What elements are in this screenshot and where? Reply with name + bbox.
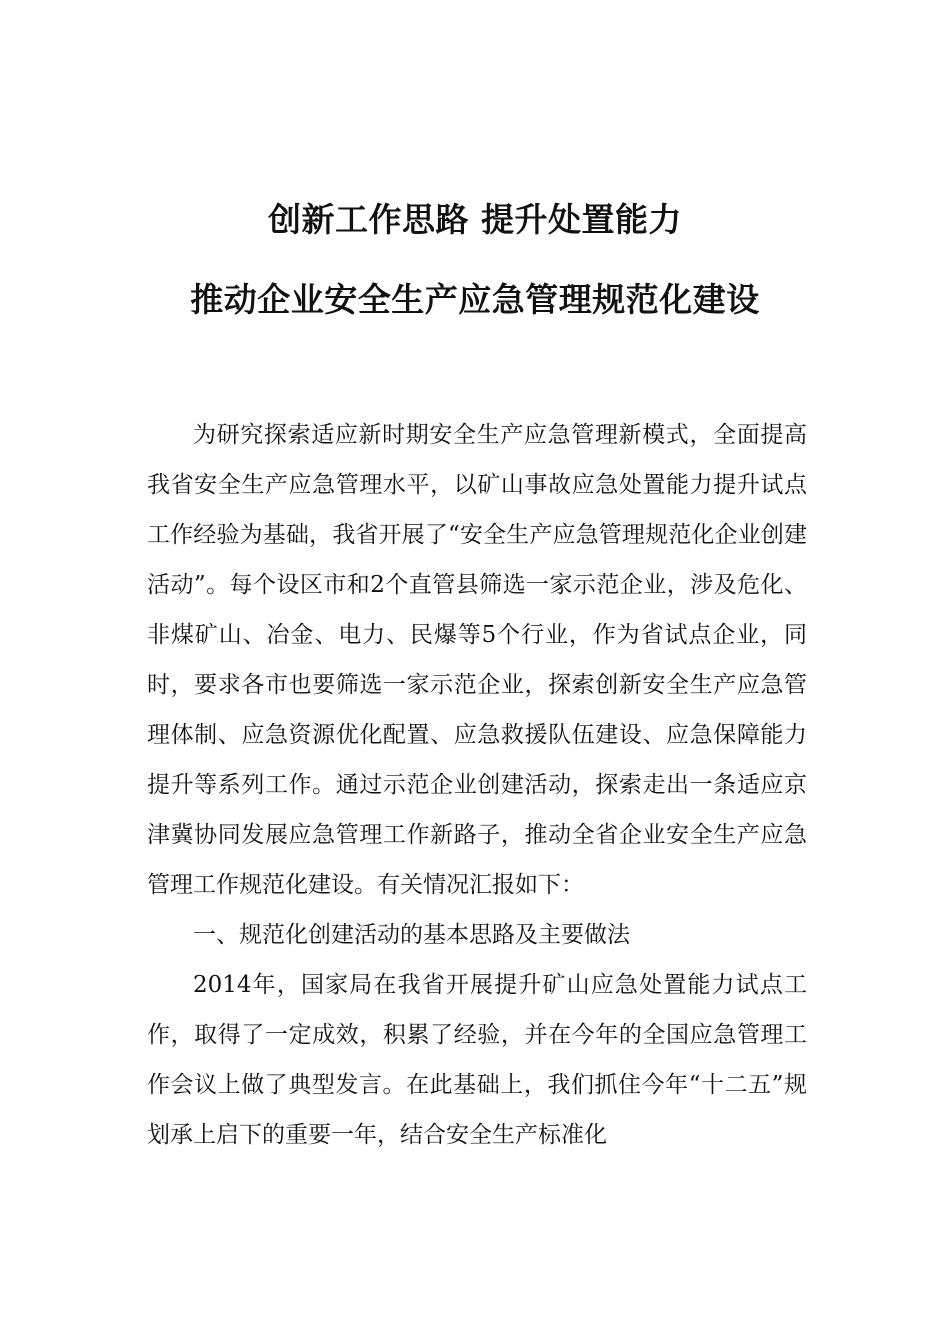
document-title-line-2: 推动企业安全生产应急管理规范化建设: [190, 280, 760, 319]
section-heading-1: 一、规范化创建活动的基本思路及主要做法: [193, 922, 630, 948]
body-paragraph-1: 为研究探索适应新时期安全生产应急管理新模式，全面提高我省安全生产应急管理水平，以矿山事故应急处置能力提升试点工作经验为基础，我省开展了“安全生产应急管理规范化企业创建活动”。每个设区市和2个直管县筛选一家示范企业，涉及危化、非煤矿山、冶金、电力、民爆等5个行业，作为省试点企业，同时，要求各市也要筛选一家示范企业，探索创新安全生产应急管理体制、应急资源优化配置、应急救援队伍建设、应急保障能力提升等系列工作。通过示范企业创建活动，探索走出一条适应京津冀协同发展应急管理工作新路子，推动全省企业安全生产应急管理工作规范化建设。有关情况汇报如下：: [147, 422, 807, 898]
document-body: [147, 410, 807, 1160]
body-paragraph-2: 2014年，国家局在我省开展提升矿山应急处置能力试点工作，取得了一定成效，积累了经验，并在今年的全国应急管理工作会议上做了典型发言。在此基础上，我们抓住今年“十二五”规划承上启下的重要一年，结合安全生产标准化: [147, 972, 807, 1148]
document-title-line-1: 创新工作思路 提升处置能力: [268, 200, 682, 239]
